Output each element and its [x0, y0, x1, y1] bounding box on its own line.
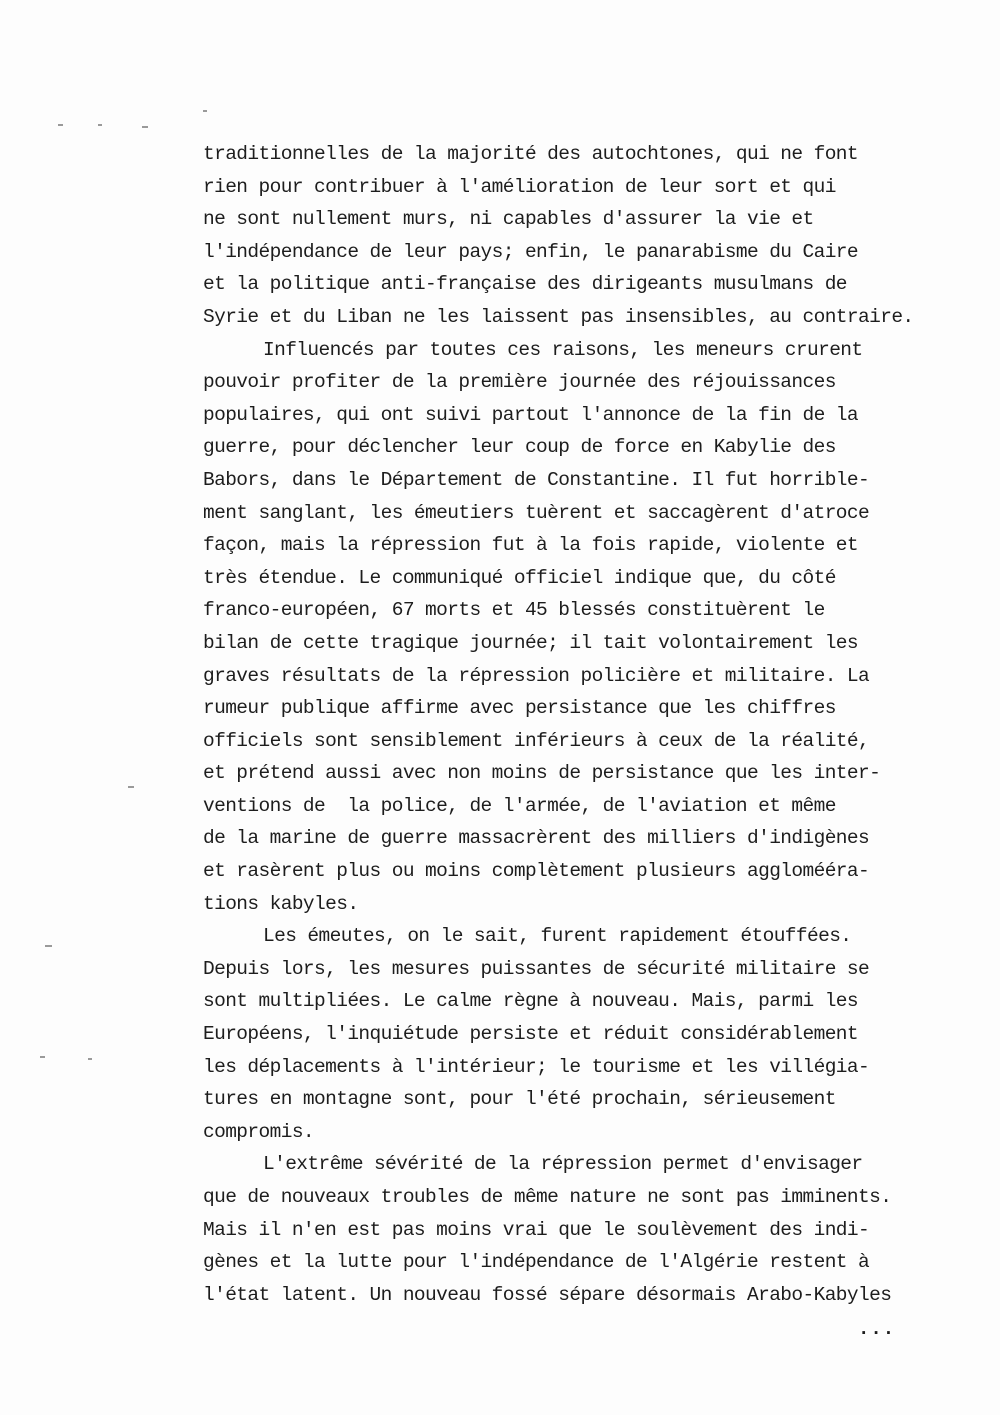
scan-speck — [40, 1056, 45, 1058]
scan-speck — [45, 945, 52, 947]
paragraph — [203, 138, 963, 334]
text-line: traditionnelles de la majorité des autochtones, qui ne font — [203, 143, 859, 165]
text-line: Les émeutes, on le sait, furent rapidement étouffées. — [263, 925, 852, 948]
scan-speck — [88, 1058, 92, 1060]
scan-speck — [98, 124, 102, 126]
text-line: l'état latent. Un nouveau fossé sépare désormais Arabo-Kabyles — [203, 1283, 892, 1306]
text-line: que de nouveaux troubles de même nature ne sont pas imminents. — [203, 1186, 892, 1208]
document-body — [203, 138, 963, 1311]
text-line: tions kabyles. — [203, 892, 359, 915]
text-line: et prétend aussi avec non moins de persistance que les inter- — [203, 762, 881, 785]
text-line: graves résultats de la répression policière et militaire. La — [203, 664, 870, 687]
text-line: et la politique anti-française des dirigeants musulmans de — [203, 273, 847, 296]
text-line: Européens, l'inquiétude persiste et réduit considérablement — [203, 1023, 859, 1046]
text-line: très étendue. Le communiqué officiel indique que, du côté — [203, 566, 836, 589]
scan-speck — [128, 786, 134, 788]
text-line: gènes et la lutte pour l'indépendance de l'Algérie restent à — [203, 1251, 870, 1274]
paragraph — [203, 334, 963, 921]
text-line: ment sanglant, les émeutiers tuèrent et saccagèrent d'atroce — [203, 501, 870, 524]
paragraph — [203, 920, 963, 1148]
text-line: Depuis lors, les mesures puissantes de sécurité militaire se — [203, 957, 870, 980]
paragraph — [203, 1148, 963, 1311]
text-line: ventions de la police, de l'armée, de l'aviation et même — [203, 794, 836, 817]
text-line: guerre, pour déclencher leur coup de force en Kabylie des — [203, 436, 836, 459]
scan-speck — [203, 110, 207, 112]
text-line: franco-européen, 67 morts et 45 blessés constituèrent le — [203, 599, 825, 622]
text-line: façon, mais la répression fut à la fois rapide, violente et — [203, 534, 859, 557]
text-line: pouvoir profiter de la première journée des réjouissances — [203, 371, 836, 394]
text-line: sont multipliées. Le calme règne à nouveau. Mais, parmi les — [203, 990, 859, 1013]
text-line: compromis. — [203, 1120, 315, 1143]
text-line: populaires, qui ont suivi partout l'annonce de la fin de la — [203, 403, 859, 426]
text-line: l'indépendance de leur pays; enfin, le panarabisme du Caire — [203, 240, 859, 263]
text-line: rumeur publique affirme avec persistance que les chiffres — [203, 697, 836, 720]
text-line: ne sont nullement murs, ni capables d'assurer la vie et — [203, 208, 814, 231]
text-line: Babors, dans le Département de Constantine. Il fut horrible- — [203, 468, 870, 491]
scan-speck — [142, 126, 148, 128]
text-line: de la marine de guerre massacrèrent des milliers d'indigènes — [203, 827, 870, 850]
scan-speck — [58, 124, 63, 126]
text-line: et rasèrent plus ou moins complètement plusieurs agglomééra- — [203, 860, 870, 883]
text-line: les déplacements à l'intérieur; le tourisme et les villégia- — [203, 1055, 870, 1078]
text-line: L'extrême sévérité de la répression permet d'envisager — [263, 1153, 863, 1176]
continuation-mark: ... — [858, 1318, 896, 1340]
text-line: Syrie et du Liban ne les laissent pas insensibles, au contraire. — [203, 305, 914, 328]
text-line: tures en montagne sont, pour l'été prochain, sérieusement — [203, 1088, 836, 1111]
text-line: Influencés par toutes ces raisons, les meneurs crurent — [263, 338, 863, 361]
text-line: bilan de cette tragique journée; il tait volontairement les — [203, 631, 859, 654]
text-line: Mais il n'en est pas moins vrai que le soulèvement des indi- — [203, 1218, 870, 1241]
text-line: officiels sont sensiblement inférieurs à ceux de la réalité, — [203, 729, 870, 752]
text-line: rien pour contribuer à l'amélioration de leur sort et qui — [203, 175, 836, 198]
